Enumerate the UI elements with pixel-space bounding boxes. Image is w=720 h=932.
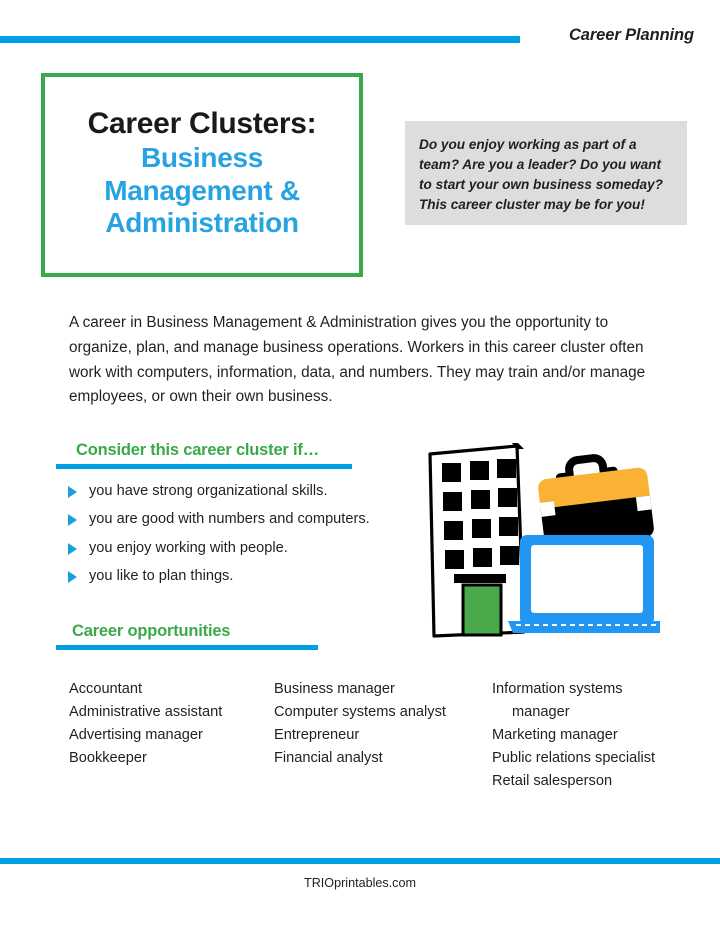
briefcase-icon bbox=[535, 452, 655, 550]
office-building-icon bbox=[430, 443, 524, 636]
career-item-label: Financial analyst bbox=[274, 750, 383, 767]
career-item bbox=[492, 747, 672, 770]
career-item bbox=[492, 678, 672, 724]
career-item-label: Computer systems analyst bbox=[274, 704, 446, 721]
footer-text: TRIOprintables.com bbox=[304, 876, 416, 890]
list-item-label: you like to plan things. bbox=[89, 568, 234, 585]
career-item bbox=[492, 770, 672, 793]
career-item-label: Bookkeeper bbox=[69, 750, 147, 767]
career-item-label: Information systems bbox=[492, 681, 623, 697]
intro-paragraph: A career in Business Management & Administration gives you the opportunity to organize, plan, and manage business operations. Workers in this career cluster often work with computers, information, data, and numbers. They may train and/or manage employees, or own their own business. bbox=[69, 314, 646, 406]
career-item bbox=[274, 678, 492, 701]
career-item-label: Retail salesperson bbox=[492, 773, 613, 790]
career-item bbox=[492, 724, 672, 747]
career-item-label: Advertising manager bbox=[69, 727, 203, 744]
career-opportunities-columns bbox=[69, 678, 669, 793]
title-box bbox=[41, 73, 363, 277]
career-item bbox=[274, 747, 492, 770]
career-item-label: Marketing manager bbox=[492, 727, 618, 744]
section-heading-careers bbox=[56, 622, 318, 650]
career-item-label: Accountant bbox=[69, 681, 143, 697]
career-item bbox=[69, 678, 274, 701]
triangle-bullet-icon bbox=[68, 571, 77, 583]
list-item-label: you are good with numbers and computers. bbox=[89, 511, 370, 528]
career-item bbox=[69, 724, 274, 747]
page-title: Career Clusters: bbox=[87, 106, 317, 140]
section-heading-consider-rule bbox=[56, 464, 352, 469]
career-item bbox=[274, 701, 492, 724]
career-item-label: Administrative assistant bbox=[69, 704, 223, 721]
consider-bullet-list bbox=[68, 482, 398, 596]
section-heading-consider-label: Consider this career cluster if… bbox=[76, 441, 320, 459]
career-column bbox=[69, 678, 274, 793]
triangle-bullet-icon bbox=[68, 514, 77, 526]
callout-text: Do you enjoy working as part of a team? Are you a leader? Do you want to start your own business someday? This career cluster may be for you! bbox=[419, 137, 663, 212]
page-header bbox=[0, 0, 720, 56]
laptop-icon bbox=[508, 535, 660, 633]
career-item bbox=[274, 724, 492, 747]
triangle-bullet-icon bbox=[68, 543, 77, 555]
list-item-label: you have strong organizational skills. bbox=[89, 483, 328, 499]
career-column bbox=[274, 678, 492, 793]
career-illustration-svg bbox=[412, 440, 660, 640]
career-item-label: Public relations specialist bbox=[492, 750, 656, 767]
career-illustration bbox=[412, 440, 660, 640]
callout-box bbox=[405, 121, 687, 225]
triangle-bullet-icon bbox=[68, 486, 77, 498]
career-item-label: Entrepreneur bbox=[274, 727, 360, 744]
header-rule bbox=[0, 36, 520, 43]
career-item bbox=[69, 747, 274, 770]
page-subtitle: Business Management & Administration bbox=[104, 142, 300, 239]
header-title: Career Planning bbox=[568, 26, 694, 44]
list-item bbox=[68, 539, 398, 558]
career-item-label-continued: manager bbox=[512, 704, 570, 721]
list-item-label: you enjoy working with people. bbox=[89, 539, 288, 556]
section-heading-careers-rule bbox=[56, 645, 318, 650]
section-heading-careers-label: Career opportunities bbox=[72, 622, 231, 640]
list-item bbox=[68, 510, 398, 529]
career-column bbox=[492, 678, 672, 793]
section-heading-consider bbox=[56, 441, 352, 469]
list-item bbox=[68, 567, 398, 586]
career-item bbox=[69, 701, 274, 724]
career-item-label: Business manager bbox=[274, 681, 395, 697]
list-item bbox=[68, 482, 398, 501]
footer-rule bbox=[0, 858, 720, 864]
